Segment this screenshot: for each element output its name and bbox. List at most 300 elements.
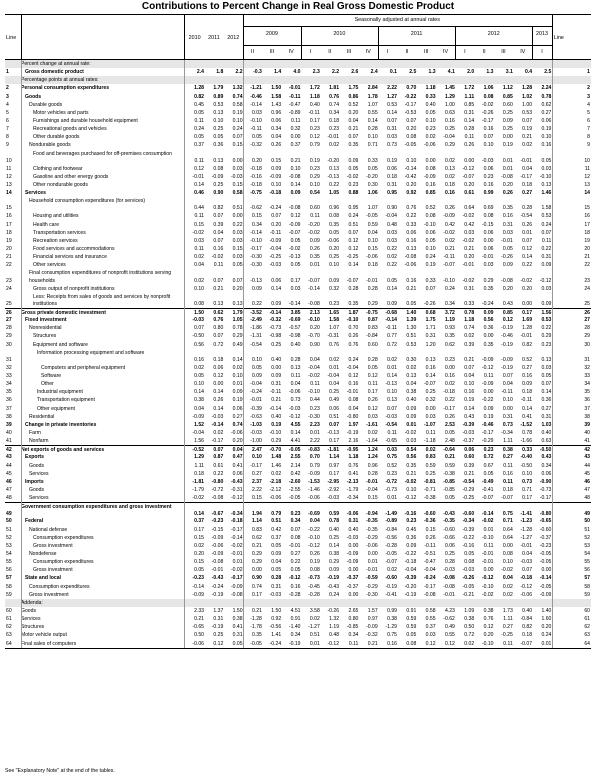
value-cell: -0.02 [404, 478, 417, 485]
value-cell: 0.22 [387, 262, 397, 269]
value-cell: 0.59 [444, 462, 455, 469]
line-number-right: 34 [584, 381, 590, 388]
value-cell: 0.40 [271, 413, 282, 420]
row-label: Gross private domestic investment [21, 309, 106, 316]
value-cell: -0.85 [346, 624, 359, 631]
value-cell: 0.42 [464, 221, 475, 228]
table-row [5, 413, 591, 421]
value-cell: -2.49 [250, 317, 262, 324]
value-cell: -0.22 [404, 93, 417, 100]
table-row [5, 478, 591, 486]
value-cell: -0.02 [192, 229, 204, 236]
value-cell: -0.09 [288, 221, 301, 228]
table-row [5, 372, 591, 380]
value-cell: -0.29 [481, 438, 494, 445]
value-cell: 0.11 [310, 213, 320, 220]
value-cell: -0.12 [520, 583, 533, 590]
value-cell: -0.08 [501, 173, 513, 180]
row-label: Personal consumption expenditures [21, 85, 110, 92]
value-cell: 0.76 [348, 462, 359, 469]
value-cell: 0.01 [232, 559, 243, 566]
value-cell: -0.84 [366, 333, 378, 340]
value-cell: -0.60 [385, 575, 397, 582]
value-cell: 0.26 [464, 142, 475, 149]
value-cell: -0.12 [481, 364, 494, 371]
value-cell: 0.13 [444, 165, 455, 172]
value-cell: -0.67 [211, 511, 224, 518]
value-cell: 0.60 [309, 205, 320, 212]
value-cell: 0.28 [464, 126, 475, 133]
line-number-left: 43 [6, 454, 12, 461]
value-cell: 0.10 [290, 165, 301, 172]
value-cell: 0.21 [271, 397, 282, 404]
table-row [5, 550, 591, 558]
value-cell: 0.08 [425, 213, 436, 220]
value-cell: 0.29 [367, 300, 378, 307]
value-cell: 0.16 [541, 142, 552, 149]
value-cell: -0.18 [250, 182, 262, 189]
value-cell: 0.08 [329, 213, 340, 220]
value-cell: 0.03 [290, 285, 301, 292]
value-cell: 0.26 [444, 205, 455, 212]
value-cell: -0.60 [423, 511, 436, 518]
value-cell: 0.02 [213, 430, 224, 436]
header-seasonal: Seasonally adjusted at annual rates [354, 17, 440, 23]
value-cell: -0.17 [520, 173, 533, 180]
value-cell: 0.53 [522, 109, 533, 116]
value-cell: 0.16 [425, 364, 436, 371]
value-cell: 0.62 [444, 341, 455, 348]
table-row [5, 189, 591, 197]
value-cell: -1.28 [250, 616, 262, 623]
value-cell: 1.39 [406, 317, 417, 324]
header-quarter: III [501, 49, 506, 55]
value-cell: -0.02 [308, 229, 320, 236]
line-number-left: 47 [6, 486, 12, 493]
value-cell: -0.02 [192, 495, 204, 502]
value-cell: 0.05 [425, 109, 436, 116]
value-cell: 0.75 [502, 511, 513, 518]
value-cell: -0.05 [288, 447, 301, 454]
value-cell: -0.19 [346, 430, 359, 436]
value-cell: -0.19 [385, 583, 397, 590]
value-cell: 0.54 [309, 190, 320, 197]
line-number-right: 48 [584, 495, 590, 502]
value-cell: 0.73 [522, 478, 533, 485]
value-cell: 0.16 [213, 246, 224, 253]
value-cell: 0.02 [444, 157, 455, 164]
value-cell: 0.27 [290, 551, 301, 558]
line-number-right: 20 [584, 246, 590, 253]
value-cell: 0.39 [464, 462, 475, 469]
value-cell: 0.72 [213, 341, 224, 348]
row-label: Gross investment [29, 591, 69, 598]
value-cell: 1.81 [329, 85, 340, 92]
value-cell: 0.22 [213, 470, 224, 477]
value-cell: 0.06 [271, 277, 282, 284]
value-cell: -0.11 [520, 397, 533, 404]
value-cell: 0.06 [329, 405, 340, 412]
value-cell: -0.08 [288, 173, 301, 180]
value-cell: 0.21 [367, 640, 378, 647]
value-cell: -0.04 [192, 430, 204, 436]
value-cell: -1.29 [385, 624, 397, 631]
table-row [5, 197, 591, 212]
table-row [5, 324, 591, 332]
value-cell: 0.07 [329, 421, 340, 428]
value-cell: 0.14 [290, 430, 301, 436]
value-cell: 0.07 [232, 134, 243, 141]
value-cell: -0.15 [481, 221, 494, 228]
value-cell: -0.80 [211, 478, 224, 485]
value-cell: 0.10 [464, 381, 475, 388]
value-cell: -0.95 [346, 447, 359, 454]
value-cell: 1.56 [194, 438, 204, 445]
value-cell: 0.10 [483, 142, 494, 149]
value-cell: 0.02 [194, 542, 204, 549]
value-cell: -0.47 [288, 101, 301, 108]
value-cell: 0.11 [310, 381, 320, 388]
value-cell: -0.39 [404, 575, 417, 582]
value-cell: -0.70 [269, 447, 282, 454]
row-label: Other equipment [37, 405, 75, 412]
value-cell: 0.02 [271, 470, 282, 477]
value-cell: 0.14 [387, 285, 397, 292]
value-cell: 0.37 [425, 624, 436, 631]
value-cell: -0.71 [423, 486, 436, 493]
value-cell: 0.00 [464, 157, 475, 164]
value-cell: -0.10 [481, 534, 494, 541]
value-cell: 0.04 [502, 381, 513, 388]
table-row [5, 125, 591, 133]
value-cell: -0.09 [443, 213, 455, 220]
value-cell: 0.01 [329, 364, 340, 371]
header-divider [552, 15, 553, 59]
line-number-left: 18 [6, 229, 12, 236]
value-cell: 0.21 [213, 285, 224, 292]
line-number-right: 24 [584, 285, 590, 292]
line-number-right: 14 [584, 190, 590, 197]
value-cell: 1.50 [271, 85, 282, 92]
line-number-right: 18 [584, 229, 590, 236]
value-cell: 0.28 [444, 559, 455, 566]
value-cell: 0.14 [194, 511, 204, 518]
value-cell: 0.31 [271, 583, 282, 590]
value-cell: -0.08 [211, 559, 224, 566]
line-number-left: 45 [6, 470, 12, 477]
line-number-left: 19 [6, 237, 12, 244]
value-cell: -0.01 [288, 85, 301, 92]
value-cell: 0.23 [329, 126, 340, 133]
row-label: Percentage points at annual rates: [21, 77, 99, 84]
row-label: Financial services and insurance [33, 254, 107, 261]
line-number-right: 49 [584, 511, 590, 518]
value-cell: 0.12 [425, 640, 436, 647]
value-cell: -0.11 [385, 325, 397, 332]
line-number-left: 11 [6, 165, 12, 172]
value-cell: 0.13 [425, 356, 436, 363]
value-cell: 0.34 [329, 109, 340, 116]
value-cell: 2.22 [387, 85, 397, 92]
value-cell: -0.19 [288, 640, 301, 647]
value-cell: 0.40 [522, 608, 533, 614]
value-cell: 0.09 [483, 309, 494, 316]
value-cell: 0.11 [483, 373, 494, 380]
table-row [5, 462, 591, 470]
value-cell: 0.11 [464, 134, 475, 141]
value-cell: 0.10 [522, 470, 533, 477]
value-cell: 0.08 [406, 134, 417, 141]
line-number-left: 57 [6, 575, 12, 582]
value-cell: 0.31 [348, 518, 359, 525]
value-cell: 0.45 [406, 526, 417, 533]
table-row [5, 117, 591, 125]
value-cell: 0.04 [271, 559, 282, 566]
value-cell: 0.20 [232, 438, 243, 445]
value-cell: 0.89 [213, 93, 224, 100]
value-cell: 0.05 [290, 262, 301, 269]
value-cell: -0.37 [539, 534, 552, 541]
value-cell: 1.40 [406, 309, 417, 316]
value-cell: -0.72 [211, 486, 224, 493]
value-cell: 0.62 [541, 101, 552, 108]
value-cell: -0.14 [404, 165, 417, 172]
value-cell: 1.3 [486, 69, 494, 76]
value-cell: -1.64 [366, 438, 378, 445]
value-cell: 0.14 [213, 405, 224, 412]
value-cell: 0.05 [194, 109, 204, 116]
value-cell: 0.15 [367, 246, 378, 253]
row-label: Net exports of goods and services [21, 447, 105, 454]
line-number-left: 22 [6, 262, 12, 269]
value-cell: 0.11 [213, 262, 224, 269]
row-label: Structures [33, 333, 57, 340]
row-label: Food and beverages purchased for off-premises consumption [33, 150, 172, 157]
value-cell: -0.19 [501, 325, 513, 332]
value-cell: -0.24 [211, 583, 224, 590]
value-cell: 0.18 [502, 486, 513, 493]
value-cell: 0.07 [522, 567, 533, 574]
value-cell: 0.69 [483, 205, 494, 212]
value-cell: -0.08 [443, 583, 455, 590]
value-cell: -1.07 [423, 421, 436, 428]
value-cell: -1.00 [250, 438, 262, 445]
value-cell: 1.30 [406, 325, 417, 332]
value-cell: 0.34 [290, 518, 301, 525]
table-row [5, 396, 591, 404]
value-cell: 0.14 [387, 109, 397, 116]
line-number-left: 9 [6, 142, 9, 149]
value-cell: -0.05 [385, 551, 397, 558]
value-cell: -0.17 [230, 526, 243, 533]
value-cell: 0.07 [425, 285, 436, 292]
header-rule [243, 26, 552, 27]
value-cell: -0.07 [308, 277, 320, 284]
value-cell: 1.14 [251, 518, 262, 525]
value-cell: 0.87 [367, 317, 378, 324]
value-cell: 0.00 [483, 333, 494, 340]
value-cell: -0.09 [211, 551, 224, 558]
row-label: Addenda: [21, 599, 43, 606]
value-cell: 1.28 [194, 85, 204, 92]
value-cell: 2.13 [309, 309, 320, 316]
value-cell: 0.21 [406, 285, 417, 292]
value-cell: 0.52 [425, 205, 436, 212]
value-cell: 0.59 [425, 462, 436, 469]
value-cell: 0.64 [464, 205, 475, 212]
header-quarter: II [328, 49, 332, 55]
value-cell: 0.29 [329, 559, 340, 566]
value-cell: -0.98 [288, 333, 301, 340]
row-label: Consumption expenditures [29, 583, 90, 590]
value-cell: 0.76 [348, 341, 359, 348]
value-cell: 0.03 [194, 237, 204, 244]
value-cell: 1.71 [425, 325, 436, 332]
value-cell: -0.09 [346, 551, 359, 558]
value-cell: 0.28 [271, 575, 282, 582]
value-cell: 4.0 [293, 69, 301, 76]
header-year-2012: 2012 [227, 35, 240, 41]
value-cell: 0.78 [464, 309, 475, 316]
value-cell: 0.14 [213, 389, 224, 396]
table-row [5, 453, 591, 461]
line-number-left: 34 [6, 381, 12, 388]
value-cell: 0.21 [251, 608, 262, 614]
value-cell: 0.26 [425, 534, 436, 541]
value-cell: -0.43 [443, 511, 455, 518]
value-cell: 0.52 [387, 462, 397, 469]
value-cell: 0.05 [213, 134, 224, 141]
value-cell: 0.90 [213, 190, 224, 197]
row-label: Final sales of computers [21, 640, 77, 647]
value-cell: 0.07 [406, 117, 417, 124]
value-cell: -0.05 [366, 213, 378, 220]
value-cell: 1.58 [541, 205, 552, 212]
value-cell: 0.09 [271, 551, 282, 558]
value-cell: -0.56 [269, 624, 282, 631]
row-label: Other durable goods [33, 134, 80, 141]
value-cell: -0.11 [443, 254, 455, 261]
line-number-left: 23 [6, 277, 12, 284]
value-cell: 0.26 [213, 397, 224, 404]
row-label: Structures [21, 624, 45, 631]
value-cell: 0.02 [309, 616, 320, 623]
value-cell: -0.23 [211, 518, 224, 525]
value-cell: 2.4 [196, 69, 204, 76]
value-cell: -0.03 [269, 591, 282, 598]
value-cell: -0.11 [250, 126, 262, 133]
value-cell: 0.31 [502, 221, 513, 228]
value-cell: -0.50 [192, 333, 204, 340]
value-cell: 0.38 [483, 608, 494, 614]
value-cell: 0.21 [290, 157, 301, 164]
value-cell: 0.05 [502, 246, 513, 253]
value-cell: 0.17 [522, 495, 533, 502]
value-cell: -0.08 [211, 495, 224, 502]
value-cell: 3.1 [505, 69, 513, 76]
value-cell: 0.31 [213, 616, 224, 623]
value-cell: 4.51 [290, 608, 301, 614]
value-cell: 0.19 [232, 397, 243, 404]
line-number-left: 33 [6, 373, 12, 380]
value-cell: 0.21 [444, 246, 455, 253]
value-cell: 0.41 [232, 462, 243, 469]
value-cell: -0.52 [192, 447, 204, 454]
value-cell: -0.06 [404, 262, 417, 269]
value-cell: -0.46 [501, 333, 513, 340]
value-cell: -0.02 [404, 430, 417, 436]
table-row [5, 293, 591, 308]
value-cell: -0.05 [462, 583, 475, 590]
value-cell: 0.21 [406, 470, 417, 477]
value-cell: 0.21 [194, 616, 204, 623]
value-cell: 0.02 [425, 134, 436, 141]
value-cell: 0.24 [348, 356, 359, 363]
value-cell: 0.16 [483, 182, 494, 189]
value-cell: -0.11 [424, 542, 436, 549]
value-cell: 0.79 [309, 142, 320, 149]
value-cell: -0.53 [404, 109, 417, 116]
value-cell: -0.09 [230, 583, 243, 590]
value-cell: -0.08 [404, 254, 417, 261]
value-cell: 0.32 [290, 126, 301, 133]
line-number-right: 5 [587, 109, 590, 116]
table-row [5, 517, 591, 525]
value-cell: -0.41 [385, 591, 397, 598]
value-cell: 0.04 [522, 551, 533, 558]
value-cell: 0.12 [348, 373, 359, 380]
line-number-left: 56 [6, 567, 12, 574]
value-cell: -2.55 [288, 486, 301, 493]
value-cell: -0.43 [327, 583, 340, 590]
value-cell: -1.53 [308, 478, 320, 485]
value-cell: 0.99 [387, 608, 397, 614]
table-row [5, 615, 591, 623]
header-quarter: III [423, 49, 429, 55]
value-cell: 0.02 [444, 381, 455, 388]
value-cell: -0.09 [211, 173, 224, 180]
value-cell: -0.01 [230, 551, 243, 558]
value-cell: 0.59 [406, 624, 417, 631]
value-cell: -0.15 [211, 526, 224, 533]
value-cell: -1.41 [520, 511, 533, 518]
value-cell: 0.12 [194, 165, 204, 172]
value-cell: 2.24 [541, 85, 552, 92]
value-cell: -0.43 [211, 575, 224, 582]
value-cell: 0.35 [251, 632, 262, 639]
value-cell: -0.14 [308, 285, 320, 292]
table-row [5, 237, 591, 245]
value-cell: 0.15 [194, 221, 204, 228]
value-cell: -1.23 [520, 518, 533, 525]
line-number-right: 26 [584, 309, 590, 316]
value-cell: -0.02 [308, 373, 320, 380]
row-label: Other [41, 381, 54, 388]
value-cell: 0.11 [290, 373, 301, 380]
value-cell: 1.45 [444, 85, 455, 92]
value-cell: 0.02 [464, 333, 475, 340]
value-cell: 0.70 [348, 325, 359, 332]
value-cell: 0.12 [213, 640, 224, 647]
value-cell: 0.20 [194, 551, 204, 558]
value-cell: 0.10 [425, 246, 436, 253]
value-cell: -0.24 [423, 575, 436, 582]
value-cell: 0.35 [329, 221, 340, 228]
value-cell: 0.00 [251, 567, 262, 574]
value-cell: -0.02 [520, 277, 533, 284]
value-cell: -0.81 [423, 478, 436, 485]
value-cell: 0.90 [387, 205, 397, 212]
